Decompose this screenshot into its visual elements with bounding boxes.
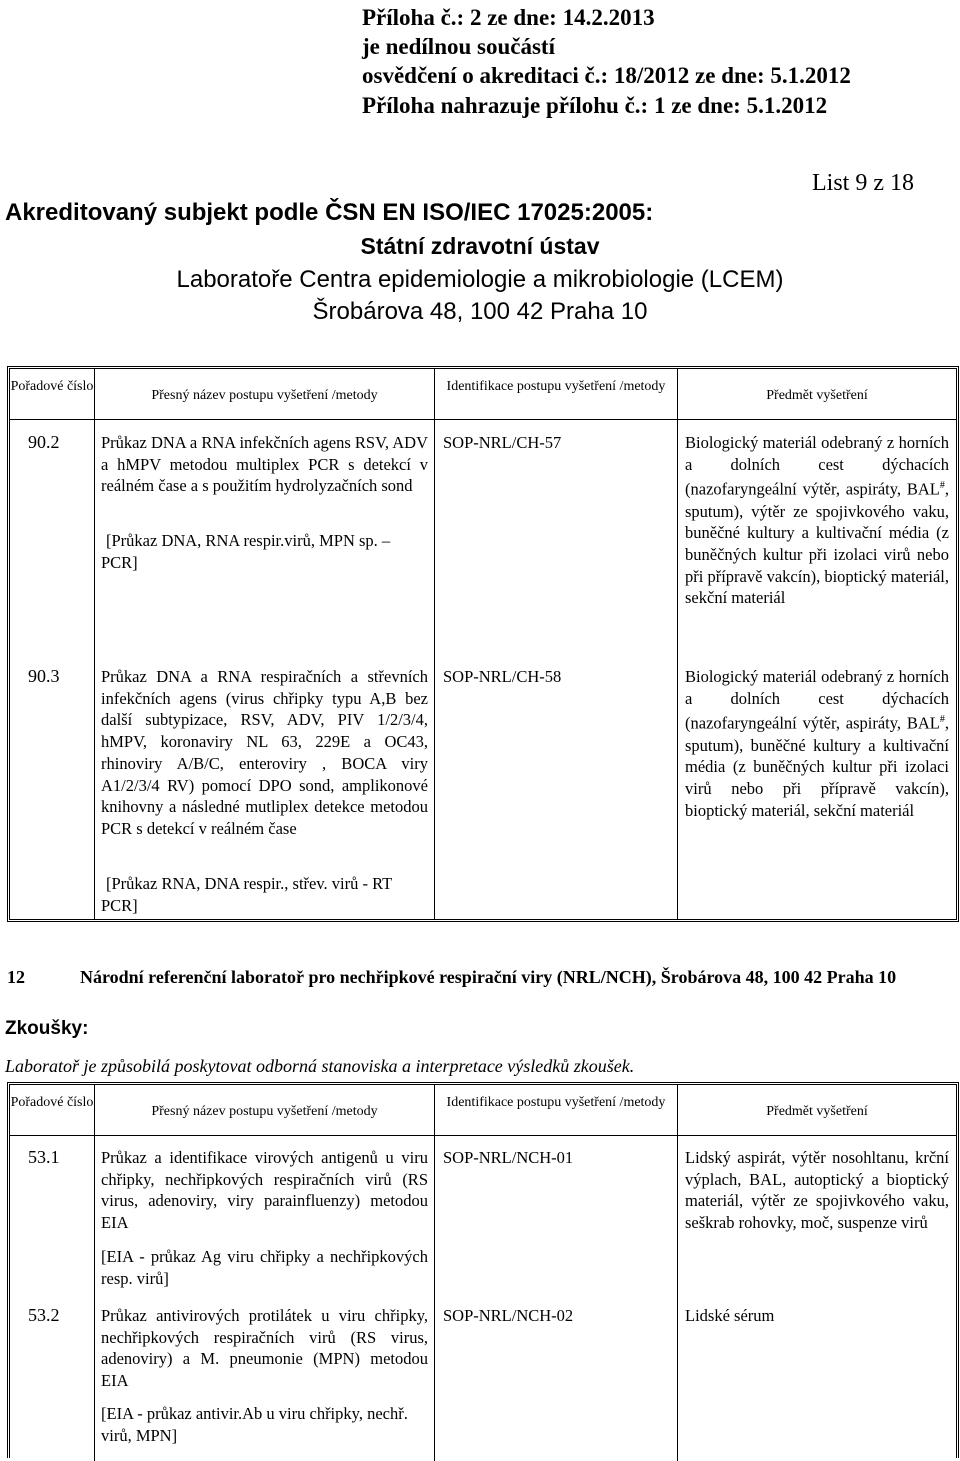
- tests-label: Zkoušky:: [5, 1018, 89, 1039]
- method-note: [EIA - průkaz antivir.Ab u viru chřipky, nechř. virů, MPN]: [101, 1404, 408, 1445]
- method-subject: Biologický materiál odebraný z horních a dolních cest dýchacích (nazofaryngeální výtěr, aspiráty, BAL#, sputum), výtěr ze spojivkového vaku, buněčné kultury a kultivační média (z buněčných kultur při izolaci virů nebo při přípravě vakcín), bioptický materiál, sekční materiál: [685, 433, 949, 608]
- method-name: Průkaz DNA a RNA infekčních agens RSV, ADV a hMPV metodou multiplex PCR s detekcí v reálném čase a s použitím hydrolyzačních sond: [101, 433, 428, 496]
- col-header-id: Identifikace postupu vyšetření /metody: [446, 1095, 666, 1110]
- method-id: SOP-NRL/NCH-01: [443, 1148, 574, 1167]
- col-header-subject: Předmět vyšetření: [766, 1104, 868, 1119]
- row-number: 90.3: [28, 666, 60, 686]
- col-header-subject: Předmět vyšetření: [766, 388, 868, 403]
- col-header-num: Pořadové číslo: [10, 1095, 94, 1110]
- laboratory-name: Laboratoře Centra epidemiologie a mikrobiologie (LCEM): [176, 266, 784, 293]
- method-name: Průkaz antivirových protilátek u viru chřipky, nechřipkových respiračních virů (RS virus, adenoviry) a M. pneumonie (MPN) metodou EIA: [101, 1306, 428, 1391]
- laboratory-note: Laboratoř je způsobilá poskytovat odborná stanoviska a interpretace výsledků zkoušek.: [5, 1056, 635, 1076]
- method-id: SOP-NRL/CH-57: [443, 433, 562, 452]
- method-subject: Biologický materiál odebraný z horních a dolních cest dýchacích (nazofaryngeální výtěr, aspiráty, BAL#, sputum), buněčné kultury a kultivační média (z buněčných kultur při izolaci virů nebo při přípravě vakcín), bioptický materiál, sekční materiál: [685, 667, 949, 820]
- method-id: SOP-NRL/CH-58: [443, 667, 562, 686]
- header-certificate: osvědčení o akreditaci č.: 18/2012 ze dne: 5.1.2012: [362, 63, 851, 88]
- row-number: 90.2: [28, 432, 60, 452]
- address: Šrobárova 48, 100 42 Praha 10: [312, 298, 648, 325]
- method-subject: Lidské sérum: [685, 1306, 775, 1325]
- section-title: Národní referenční laboratoř pro nechřipkové respirační viry (NRL/NCH), Šrobárova 48, 100 42 Praha 10: [80, 967, 897, 987]
- method-note: [Průkaz DNA, RNA respir.virů, MPN sp. – PCR]: [101, 531, 391, 572]
- method-name: Průkaz DNA a RNA respiračních a střevních infekčních agens (virus chřipky typu A,B bez další subtypizace, RSV, ADV, PIV 1/2/3/4, hMPV, koronaviry NL 63, 229E a OC43, rhinoviry A/B/C, enteroviry , BOCA viry A1/2/3/4 RV) pomocí DPO sond, amplikonové knihovny a následné mutliplex detekce metodou PCR s detekcí v reálném čase: [101, 667, 428, 838]
- sheet-number: List 9 z 18: [812, 170, 914, 196]
- col-header-name: Přesný název postupu vyšetření /metody: [151, 1104, 378, 1119]
- methods-table-2: [7, 1082, 959, 1458]
- method-note: [Průkaz RNA, DNA respir., střev. virů - RT PCR]: [101, 874, 392, 915]
- row-number: 53.2: [28, 1305, 60, 1325]
- method-subject: Lidský aspirát, výtěr nosohltanu, krční výplach, BAL, autoptický a bioptický materiál, výtěr ze spojivkového vaku, seškrab rohovky, moč, suspenze virů: [685, 1148, 949, 1233]
- accredited-subject: Akreditovaný subjekt podle ČSN EN ISO/IEC 17025:2005:: [5, 199, 654, 226]
- row-number: 53.1: [28, 1147, 60, 1167]
- method-note: [EIA - průkaz Ag viru chřipky a nechřipkových resp. virů]: [101, 1247, 428, 1288]
- institute-name: Státní zdravotní ústav: [360, 233, 600, 259]
- col-header-id: Identifikace postupu vyšetření /metody: [446, 379, 666, 394]
- methods-table-1: [7, 366, 959, 922]
- header-replaces: Příloha nahrazuje přílohu č.: 1 ze dne: 5.1.2012: [362, 93, 828, 118]
- col-header-num: Pořadové číslo: [10, 379, 94, 394]
- section-number: 12: [7, 967, 25, 987]
- method-id: SOP-NRL/NCH-02: [443, 1306, 574, 1325]
- col-header-name: Přesný název postupu vyšetření /metody: [151, 388, 378, 403]
- header-integral: je nedílnou součástí: [362, 34, 555, 59]
- method-name: Průkaz a identifikace virových antigenů u viru chřipky, nechřipkových respiračních virů (RS virus, adenoviry, viry parainfluenzy) metodou EIA: [101, 1148, 428, 1233]
- header-attachment: Příloha č.: 2 ze dne: 14.2.2013: [362, 5, 655, 30]
